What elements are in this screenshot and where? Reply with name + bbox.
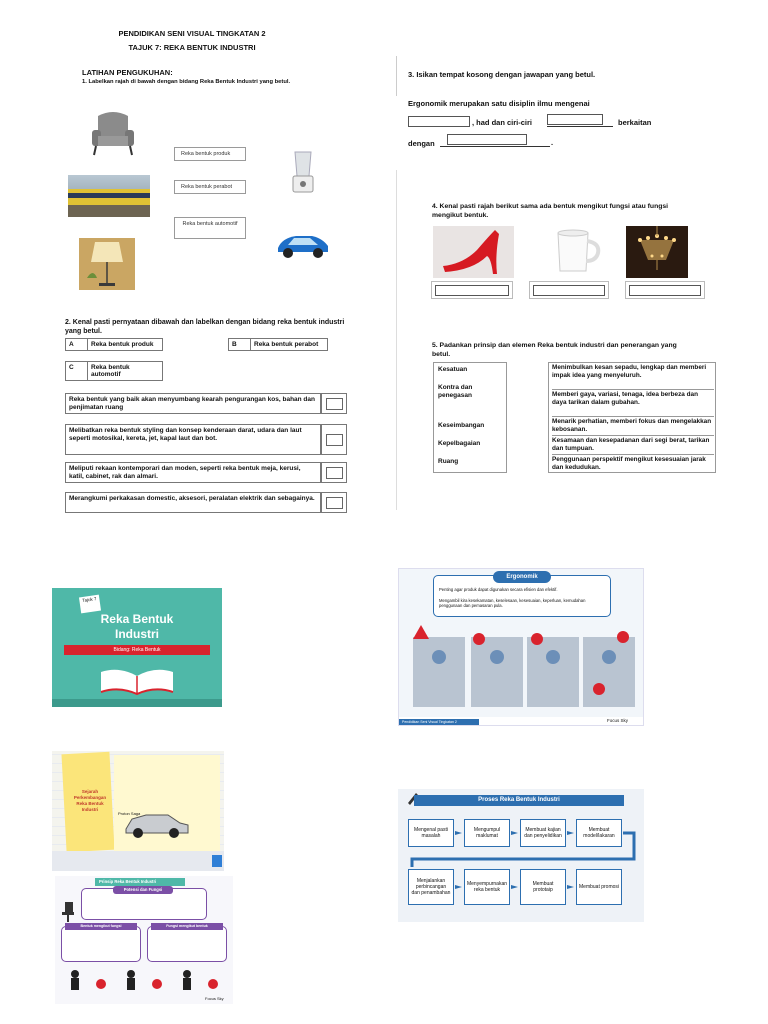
lamp-image [79,238,135,290]
slide-ergonomik-brand: Focus Sky [607,718,629,723]
book-icon [97,662,177,696]
page-divider-top [396,56,397,96]
q2-option-c [65,361,163,381]
q4-answer-box-1[interactable] [435,285,509,296]
mug-image [550,229,606,275]
q4-answer-cell-2 [529,281,609,299]
worksheet-title: PENDIDIKAN SENI VISUAL TINGKATAN 2 [118,29,266,38]
armchair-image [86,108,140,156]
q2-option-c-label: Reka bentuk automotif [88,362,163,381]
q5-right-item-1: Menimbulkan kesan sepadu, lengkap dan memberi impak idea yang menyeluruh. [552,364,714,390]
slide-ergonomik-footer-text: Pendidikan Seni Visual Tingkatan 2 [399,719,479,725]
q2-option-b-label: Reka bentuk perabot [251,339,328,351]
q2-option-c-letter: C [66,362,88,381]
slide-title-line2: Industri [115,627,159,641]
q4-answer-cell-3 [625,281,705,299]
slide-ergonomik-point-2: Mengambil kira kesekamatan, keselesaan, kesesuaian, keperluan, kemudahan penggunaan dan pemasaran pula. [439,598,586,609]
q2-statement-1: Reka bentuk yang baik akan menyumbang kearah pengurangan kos, bahan dan penjimatan ruang [65,393,321,414]
slide-title-tag: Tajuk 7 [79,595,101,614]
slide-prinsip-title: Prinsip Reka Bentuk Industri [95,878,185,886]
slide-sejarah-note-text: Proton Saga [118,811,141,816]
q4-answer-box-3[interactable] [629,285,701,296]
q4-text: 4. Kenal pasti rajah berikut sama ada bentuk mengikut fungsi atau fungsi mengikut bentuk. [432,203,669,220]
q3-sentence-e: . [551,138,554,147]
q5-left-item-4: Kepelbagaian [438,440,481,447]
slide-prinsip[interactable] [55,876,233,1004]
slide-prinsip-box3-title: Fungsi mengikut bentuk [151,923,223,930]
q2-answer-cell-2 [321,424,347,455]
slide-prinsip-box-right [147,926,227,962]
q2-answer-box-2[interactable] [326,434,343,446]
slide-prinsip-box1-title: Potensi dan Fungsi [113,886,173,894]
q1-label-produk: Reka bentuk produk [174,147,246,161]
q3-underline-2 [547,126,613,127]
q5-right-item-4: Kesamaan dan kesepadanan dari segi berat, tarikan dan tumpuan. [552,437,714,455]
q3-text: 3. Isikan tempat kosong dengan jawapan yang betul. [408,70,596,79]
q3-blank-1[interactable] [408,116,470,127]
windows-icon [212,855,222,867]
q1-text: 1. Labelkan rajah di bawah dengan bidang Reka Bentuk Industri yang betul. [82,79,291,85]
q2-option-b [228,338,328,351]
slide-title-subtitle: Bidang: Reka Bentuk [64,645,210,655]
worksheet-subtitle: TAJUK 7: REKA BENTUK INDUSTRI [128,43,256,52]
q5-right-item-3: Menarik perhatian, memberi fokus dan mengelakkan kebosanan. [552,418,714,436]
q2-option-b-letter: B [229,339,251,351]
posture-illustration [65,968,225,998]
q3-underline-3 [440,146,550,147]
slide-proses[interactable] [398,789,644,922]
q1-label-automotif: Reka bentuk automotif [174,217,246,239]
q2-answer-cell-4 [321,492,347,513]
q3-blank-3[interactable] [447,134,527,145]
section-heading: LATIHAN PENGUKUHAN: [82,68,173,77]
process-step-4: Membuat model/lakaran [576,819,622,847]
q3-blank-2[interactable] [547,114,603,125]
process-step-8: Membuat promosi [576,869,622,905]
slide-sejarah-taskbar [52,851,224,871]
slide-title-line1: Reka Bentuk [100,612,174,626]
q5-left-item-2: Kontra dan penegasan [438,384,473,400]
q5-right-column [548,362,716,473]
slide-ergonomik-title: Ergonomik [493,571,551,583]
q4-answer-box-2[interactable] [533,285,605,296]
slide-ergonomik-point-1: Penting agar produk dapat digunakan secara efisien dan efektif. [439,587,558,592]
process-arrows [398,789,644,922]
q2-answer-box-4[interactable] [326,497,343,509]
car-image [274,228,332,260]
process-step-3: Membuat kajian dan penyelidikan [520,819,566,847]
ergonomic-illustration [409,625,635,709]
q2-answer-cell-3 [321,462,347,483]
q2-answer-cell-1 [321,393,347,414]
q4-answer-cell-1 [431,281,513,299]
q2-statement-4: Merangkumi perkakasan domestic, aksesori, peralatan elektrik dan sebagainya. [65,492,321,513]
q3-sentence-d: dengan [408,139,435,148]
q3-sentence-a: Ergonomik merupakan satu disiplin ilmu mengenai [408,99,590,108]
proton-car-image [122,809,192,839]
process-step-5: Menjalankan perbincangan dan penambahan [408,869,454,905]
q5-left-column [433,362,507,473]
q1-label-perabot: Reka bentuk perabot [174,180,246,194]
q5-left-item-3: Keseimbangan [438,422,485,429]
process-step-6: Menyempurnakan reka bentuk [464,869,510,905]
page-divider [396,170,397,510]
train-image [68,175,150,217]
process-step-7: Membuat prototaip [520,869,566,905]
slide-proses-title: Proses Reka Bentuk Industri [414,795,624,806]
slide-sejarah-side-title: Sejarah Perkembangan Reka Bentuk Industri [73,789,107,812]
q5-right-item-2: Memberi gaya, variasi, tenaga, idea berbeza dan daya tarikan dalam gubahan. [552,391,714,417]
q2-answer-box-3[interactable] [326,467,343,479]
q2-option-a-letter: A [66,339,88,351]
q2-statement-3: Meliputi rekaan kontemporari dan moden, seperti reka bentuk meja, kerusi, katil, cabinet, rak dan almari. [65,462,321,483]
slide-prinsip-box2-title: Bentuk mengikut fungsi [65,923,137,930]
q2-answer-box-1[interactable] [326,398,343,410]
process-step-1: Mengenal pasti masalah [408,819,454,847]
slide-prinsip-box-left [61,926,141,962]
slide-prinsip-brand: Focus Sky [205,996,224,1001]
q5-left-item-1: Kesatuan [438,366,468,373]
blender-image [287,150,317,194]
q3-sentence-b: , had dan ciri-ciri [472,118,533,127]
process-step-2: Mengumpul maklumat [464,819,510,847]
q5-right-item-5: Penggunaan perspektif mengikut kesesuaian jarak dan kedudukan. [552,456,706,471]
chandelier-image [626,226,688,278]
q2-option-a [65,338,163,351]
q5-left-item-5: Ruang [438,458,459,465]
high-heel-image [433,226,514,278]
q3-sentence-c: berkaitan [618,118,652,127]
slide-sejarah[interactable] [52,751,224,871]
chair-icon [59,900,77,924]
q2-option-a-label: Reka bentuk produk [88,339,163,351]
q5-text: 5. Padankan prinsip dan elemen Reka bentuk industri dan penerangan yang betul. [432,342,677,359]
slide-title[interactable] [52,588,222,707]
slide-title-footer [52,699,222,707]
q2-statement-2: Melibatkan reka bentuk styling dan konsep kenderaan darat, udara dan laut seperti motosikal, kereta, jet, kapal laut dan bot. [65,424,321,455]
slide-ergonomik[interactable] [398,568,644,726]
q2-text: 2. Kenal pasti pernyataan dibawah dan labelkan dengan bidang reka bentuk industri yang betul. [65,319,345,336]
